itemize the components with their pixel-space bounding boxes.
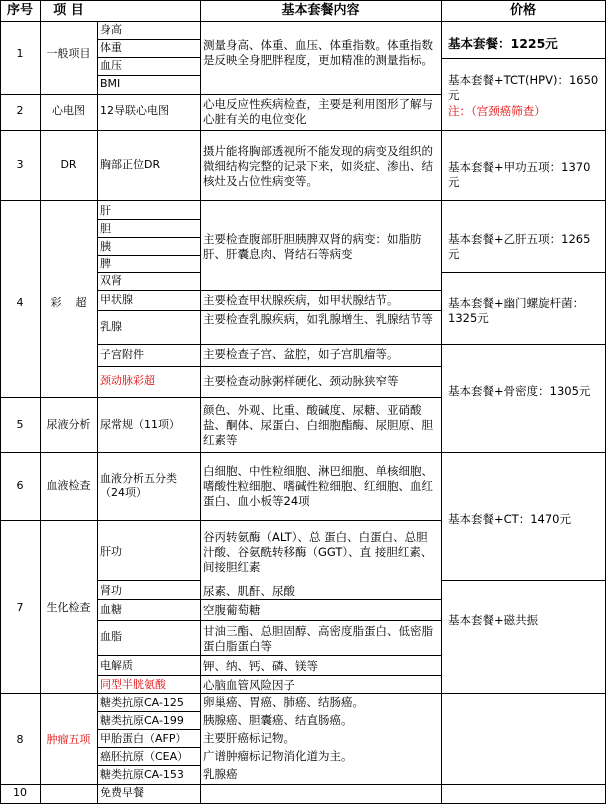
sub-item: 肝功: [100, 545, 122, 558]
sub-item: 糖类抗原CA-125: [100, 696, 184, 709]
grid-line: [0, 94, 441, 95]
category-name-highlight: 肿瘤五项: [46, 733, 91, 746]
item-description: 乳腺癌: [203, 767, 238, 781]
item-description: 主要检查动脉粥样硬化、颈动脉狭窄等: [203, 374, 399, 388]
category-name: 生化检查: [46, 601, 91, 614]
sub-item: 尿常规（11项）: [100, 418, 180, 431]
grid-line: [0, 21, 606, 22]
grid-line: [97, 599, 441, 600]
grid-line: [97, 219, 200, 220]
item-description: 心电反应性疾病检查，主要是利用图形了解与心脏有关的电位变化: [203, 97, 433, 126]
item-description: 颜色、外观、比重、酸碱度、尿糖、亚硝酸盐、酮体、尿蛋白、白细胞酯酶、尿胆原、胆红素等: [203, 403, 433, 447]
price-note: 注：（宫颈癌筛查）: [448, 104, 546, 118]
sub-item: 胸部正位DR: [100, 158, 161, 171]
category-name: 彩 超: [50, 296, 87, 309]
grid-line: [441, 580, 606, 581]
grid-line: [441, 272, 606, 273]
item-description: 广谱肿瘤标记物消化道为主。: [203, 749, 353, 763]
price-option: 基本套餐+骨密度：1305元: [448, 384, 591, 398]
grid-line: [97, 580, 200, 581]
grid-line: [441, 693, 606, 694]
sub-item-highlight: 颈动脉彩超: [100, 374, 155, 387]
sub-item: 子宫附件: [100, 348, 144, 361]
grid-line: [441, 344, 606, 345]
item-description: 测量身高、体重、血压、体重指数。体重指数是反映全身肥胖程度，更加精准的测量指标。: [203, 38, 433, 67]
row-no: 3: [16, 158, 24, 171]
grid-line: [97, 39, 200, 40]
sub-item: 糖类抗原CA-199: [100, 714, 184, 727]
sub-item: 糖类抗原CA-153: [100, 768, 184, 781]
grid-line: [0, 0, 606, 1]
grid-line: [97, 765, 200, 766]
grid-line: [0, 693, 441, 694]
sub-item: 肾功: [100, 584, 122, 597]
row-no: 6: [16, 479, 24, 492]
grid-line: [0, 520, 441, 521]
item-description: 卵巢癌、胃癌、肺癌、结肠癌。: [203, 695, 364, 709]
sub-item: 甲胎蛋白（AFP）: [100, 732, 187, 745]
price-option: 基本套餐+TCT(HPV)：1650元: [448, 73, 599, 102]
grid-line: [0, 130, 441, 131]
row-no: 7: [16, 601, 24, 614]
sub-item: 血液分析五分类（24项）: [100, 472, 177, 499]
grid-line: [40, 0, 41, 804]
sub-item: 身高: [100, 23, 122, 36]
sub-item: 血脂: [100, 630, 122, 643]
grid-line: [441, 200, 606, 201]
sub-item: 体重: [100, 41, 122, 54]
sub-item: 12导联心电图: [100, 104, 169, 117]
grid-line: [200, 0, 201, 804]
grid-line: [97, 747, 200, 748]
sub-item: 血压: [100, 59, 122, 72]
grid-line: [97, 310, 441, 311]
sub-item: 血糖: [100, 603, 122, 616]
price-base-text: 基本套餐：1225元: [448, 36, 558, 51]
sub-item: 免费早餐: [100, 786, 144, 799]
grid-line: [97, 711, 200, 712]
grid-line: [97, 255, 200, 256]
row-no: 4: [16, 296, 24, 309]
price-option: 基本套餐+幽门螺旋杆菌：1325元: [448, 296, 585, 325]
grid-line: [97, 57, 200, 58]
item-description: 主要肝癌标记物。: [203, 731, 295, 745]
category-name: 尿液分析: [46, 418, 91, 431]
row-no: 8: [16, 733, 24, 746]
item-description: 主要检查乳腺疾病，如乳腺增生、乳腺结节等: [203, 312, 433, 326]
row-no: 2: [16, 104, 24, 117]
grid-line: [441, 58, 606, 59]
sub-item-highlight: 同型半胱氨酸: [100, 678, 166, 691]
price-base: [448, 36, 600, 52]
item-description: 甘油三酯、总胆固醇、高密度脂蛋白、低密脂蛋白脂蛋白等: [203, 624, 433, 653]
grid-line: [97, 729, 200, 730]
item-description: 钾、纳、钙、磷、镁等: [203, 659, 318, 673]
sub-item: 胰: [100, 240, 111, 253]
grid-line: [97, 655, 441, 656]
sub-item: 乳腺: [100, 320, 122, 333]
sub-item: 脾: [100, 257, 111, 270]
price-option: 基本套餐+乙肝五项：1265元: [448, 232, 591, 261]
item-description: 白细胞、中性粒细胞、淋巴细胞、单核细胞、嗜酸性粒细胞、嗜碱性粒细胞、红细胞、血红蛋白、血小板等24项: [203, 464, 433, 508]
grid-line: [97, 75, 200, 76]
grid-line: [441, 452, 606, 453]
grid-line: [97, 344, 441, 345]
item-description: 胰腺癌、胆囊癌、结直肠癌。: [203, 713, 353, 727]
item-description: 尿素、肌酐、尿酸: [203, 584, 295, 598]
header-no: 序号: [6, 3, 33, 18]
category-name: DR: [60, 158, 77, 171]
row-no: 1: [16, 47, 24, 60]
grid-line: [0, 200, 441, 201]
price-option: 基本套餐+磁共振: [448, 613, 539, 627]
grid-line: [0, 0, 1, 804]
sub-item: BMI: [100, 77, 121, 90]
grid-line: [97, 21, 98, 804]
category-name: 血液检查: [46, 479, 91, 492]
grid-line: [441, 0, 442, 804]
header-price: 价格: [509, 3, 536, 18]
item-description: 摄片能将胸部透视所不能发现的病变及组织的微细结构完整的记录下来，如炎症、渗出、结核灶及占位性病变等。: [203, 144, 433, 188]
sub-item: 双肾: [100, 274, 122, 287]
sub-item: 甲状腺: [100, 293, 133, 306]
grid-line: [97, 675, 441, 676]
price-option: 基本套餐+甲功五项：1370元: [448, 160, 591, 189]
row-no: 10: [13, 786, 27, 799]
item-description: 主要检查甲状腺疾病，如甲状腺结节。: [203, 293, 399, 307]
category-name: 心电图: [52, 104, 85, 117]
grid-line: [0, 452, 441, 453]
grid-line: [441, 130, 606, 131]
sub-item: 电解质: [100, 659, 133, 672]
grid-line: [97, 620, 441, 621]
sub-item: 肝: [100, 204, 111, 217]
grid-line: [97, 272, 200, 273]
item-description: 空腹葡萄糖: [203, 603, 261, 617]
grid-line: [0, 397, 441, 398]
price-option: 基本套餐+CT：1470元: [448, 512, 571, 526]
sub-item: 胆: [100, 222, 111, 235]
grid-line: [0, 784, 606, 785]
grid-line: [97, 237, 200, 238]
item-description: 主要检查子宫、盆腔，如子宫肌瘤等。: [203, 347, 399, 361]
grid-line: [97, 366, 441, 367]
row-no: 5: [16, 418, 24, 431]
item-description: 心脑血管风险因子: [203, 678, 295, 692]
item-description: 主要检查腹部肝胆胰脾双肾的病变：如脂肪肝、肝囊息肉、肾结石等病变: [203, 232, 422, 261]
grid-line: [97, 290, 441, 291]
category-name: 一般项目: [46, 47, 91, 60]
header-item: 项 目: [53, 3, 84, 18]
item-description: 谷丙转氨酶（ALT）、总 蛋白、白蛋白、总胆汁酸、谷氨酰转移酶（GGT）、直 接胆红素、间接胆红素: [203, 530, 433, 574]
header-content: 基本套餐内容: [281, 3, 360, 18]
sub-item: 癌胚抗原（CEA）: [100, 750, 189, 763]
